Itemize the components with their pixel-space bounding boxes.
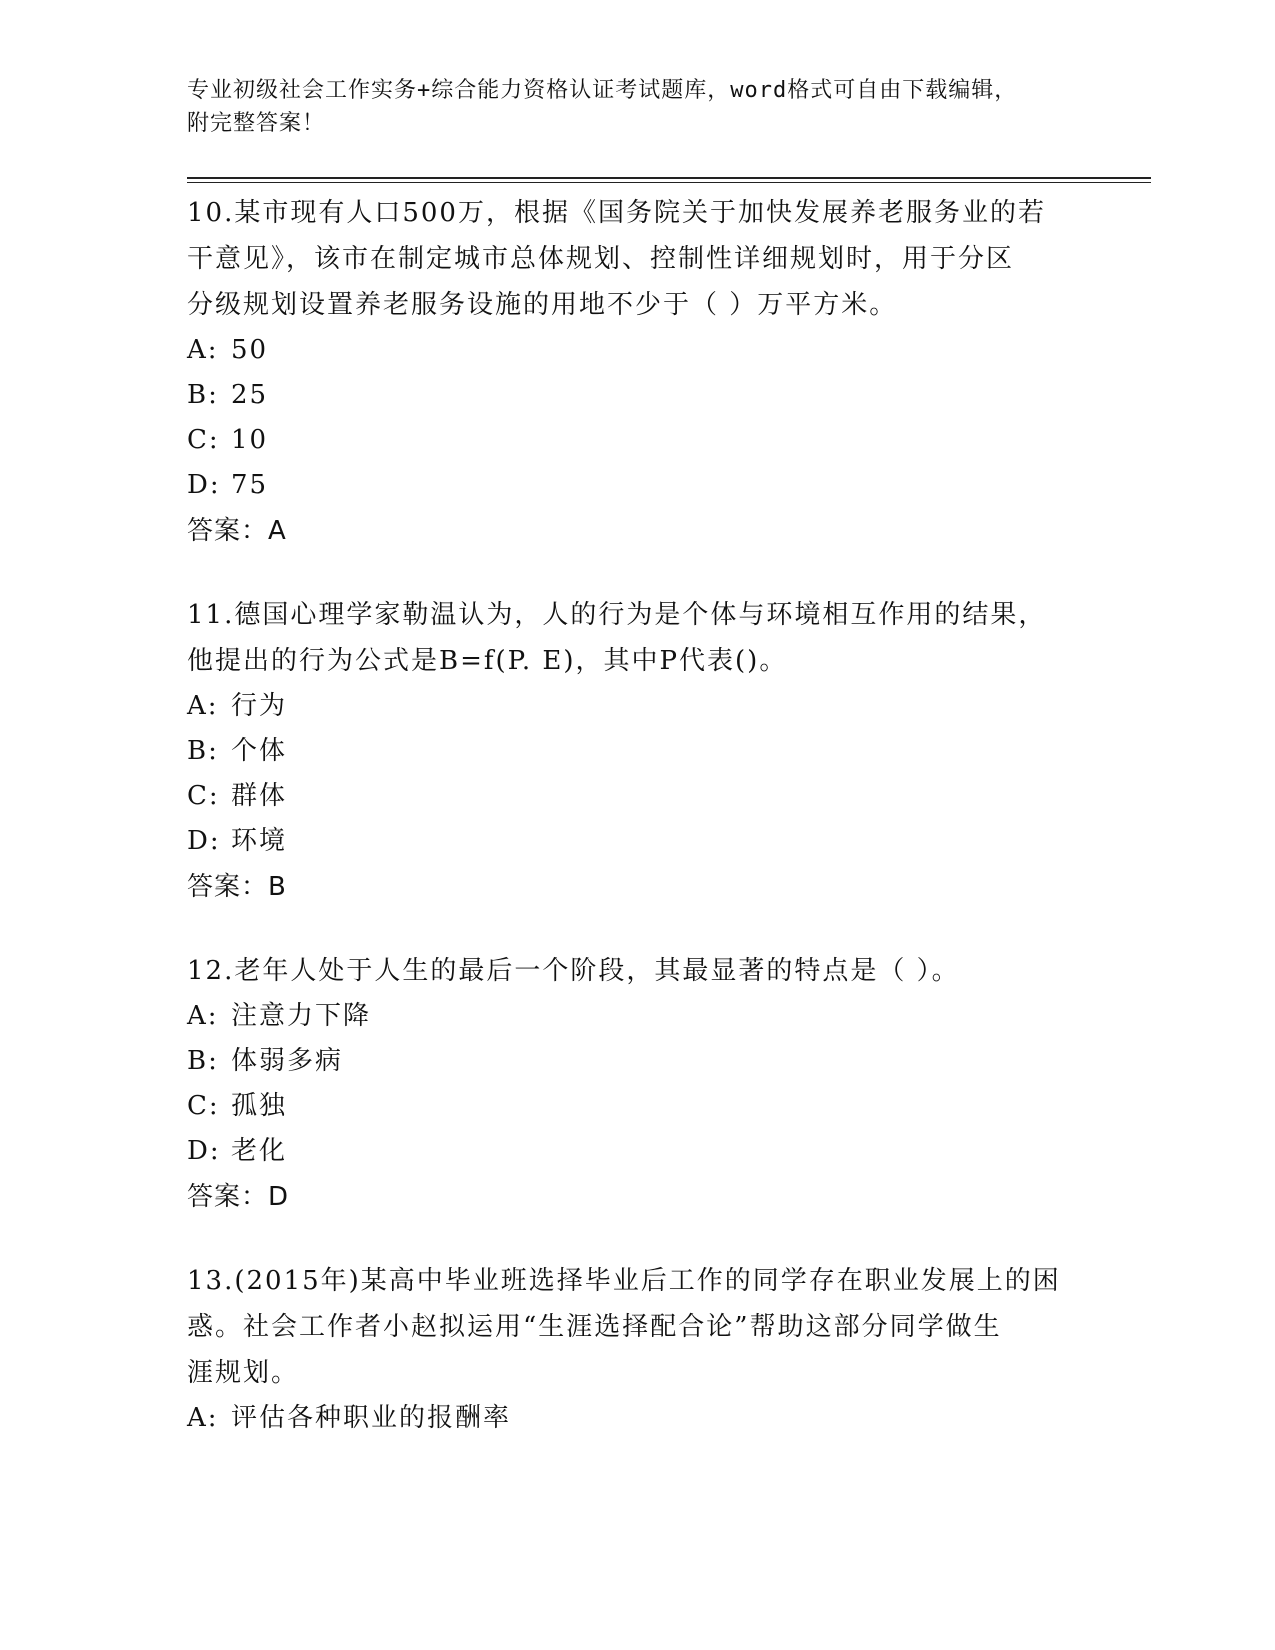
answer-line: 答案：D bbox=[187, 1182, 290, 1212]
option-text: 孤独 bbox=[231, 1091, 288, 1121]
stem-line: 分级规划设置养老服务设施的用地不少于（ ）万平方米。 bbox=[187, 290, 898, 320]
question-stem bbox=[187, 592, 1087, 684]
header-line-2: 附完整答案！ bbox=[187, 111, 326, 136]
option-letter: D: bbox=[187, 826, 221, 856]
option-letter: A: bbox=[187, 691, 219, 721]
option-text: 75 bbox=[231, 470, 269, 500]
option-text: 评估各种职业的报酬率 bbox=[231, 1403, 512, 1433]
question-13 bbox=[187, 1258, 1087, 1441]
option-a bbox=[187, 1396, 1087, 1441]
stem-line: 10.某市现有人口500万，根据《国务院关于加快发展养老服务业的若 bbox=[187, 198, 1046, 228]
stem-line: 惑。社会工作者小赵拟运用“生涯选择配合论”帮助这部分同学做生 bbox=[187, 1312, 1002, 1342]
header-divider-thin bbox=[187, 182, 1151, 183]
option-b bbox=[187, 373, 1087, 418]
stem-line: 13.(2015年)某高中毕业班选择毕业后工作的同学存在职业发展上的困 bbox=[187, 1266, 1061, 1296]
option-text: 体弱多病 bbox=[231, 1046, 344, 1076]
header-divider-thick bbox=[187, 177, 1151, 179]
option-text: 行为 bbox=[231, 691, 288, 721]
option-letter: B: bbox=[187, 380, 219, 410]
option-letter: C: bbox=[187, 781, 220, 811]
option-text: 老化 bbox=[231, 1136, 288, 1166]
option-b bbox=[187, 1039, 1087, 1084]
option-a bbox=[187, 684, 1087, 729]
question-list bbox=[187, 190, 1087, 1479]
header-line-1: 专业初级社会工作实务+综合能力资格认证考试题库，word格式可自由下载编辑， bbox=[187, 78, 1018, 103]
question-10 bbox=[187, 190, 1087, 554]
option-a bbox=[187, 328, 1087, 373]
option-letter: B: bbox=[187, 736, 219, 766]
stem-line: 干意见》，该市在制定城市总体规划、控制性详细规划时，用于分区 bbox=[187, 244, 1015, 274]
stem-line: 涯规划。 bbox=[187, 1358, 300, 1388]
option-letter: C: bbox=[187, 425, 220, 455]
option-text: 25 bbox=[231, 380, 269, 410]
option-c bbox=[187, 418, 1087, 463]
option-text: 注意力下降 bbox=[231, 1001, 372, 1031]
answer-line: 答案：B bbox=[187, 872, 287, 902]
option-text: 10 bbox=[231, 425, 269, 455]
option-letter: D: bbox=[187, 470, 221, 500]
option-b bbox=[187, 729, 1087, 774]
option-letter: D: bbox=[187, 1136, 221, 1166]
option-a bbox=[187, 994, 1087, 1039]
option-letter: C: bbox=[187, 1091, 220, 1121]
question-stem bbox=[187, 1258, 1087, 1396]
question-11 bbox=[187, 592, 1087, 910]
option-text: 50 bbox=[231, 335, 269, 365]
option-d bbox=[187, 819, 1087, 864]
stem-line: 他提出的行为公式是B=f(P. E)，其中P代表()。 bbox=[187, 646, 788, 676]
question-12 bbox=[187, 948, 1087, 1220]
option-text: 群体 bbox=[231, 781, 288, 811]
option-d bbox=[187, 1129, 1087, 1174]
option-c bbox=[187, 1084, 1087, 1129]
question-stem bbox=[187, 190, 1087, 328]
option-letter: B: bbox=[187, 1046, 219, 1076]
option-letter: A: bbox=[187, 1403, 219, 1433]
stem-line: 11.德国心理学家勒温认为，人的行为是个体与环境相互作用的结果， bbox=[187, 600, 1047, 630]
answer-line: 答案：A bbox=[187, 516, 287, 546]
option-c bbox=[187, 774, 1087, 819]
page-header bbox=[187, 74, 1067, 140]
stem-line: 12.老年人处于人生的最后一个阶段，其最显著的特点是（ ）。 bbox=[187, 956, 960, 986]
option-text: 环境 bbox=[231, 826, 288, 856]
option-d bbox=[187, 463, 1087, 508]
option-letter: A: bbox=[187, 335, 219, 365]
option-letter: A: bbox=[187, 1001, 219, 1031]
question-stem bbox=[187, 948, 1087, 994]
option-text: 个体 bbox=[231, 736, 288, 766]
